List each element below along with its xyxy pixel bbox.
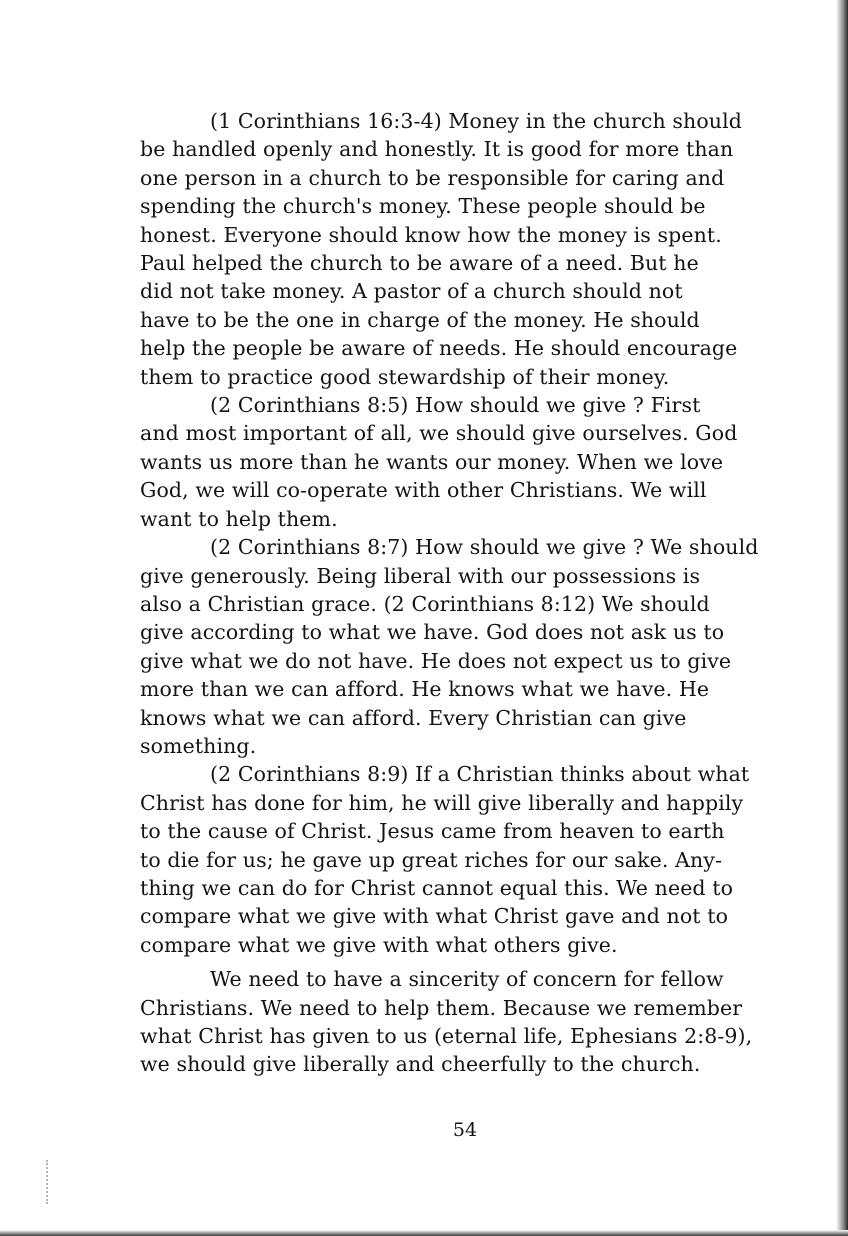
text-line: (2 Corinthians 8:9) If a Christian thinks about what	[210, 762, 750, 787]
text-line: (1 Corinthians 16:3-4) Money in the church should	[210, 109, 742, 133]
text-line: Christians. We need to help them. Because we remember	[140, 995, 743, 1020]
text-line: wants us more than he wants our money. When we love	[140, 449, 724, 474]
text-line: give according to what we have. God does not ask us to	[140, 620, 725, 645]
paragraph	[140, 760, 820, 959]
page-edge-shadow-bottom	[0, 1230, 848, 1236]
text-line: Paul helped the church to be aware of a need. But he	[140, 251, 699, 276]
text-line: (2 Corinthians 8:7) How should we give ? We should	[210, 535, 759, 560]
margin-tick-marks	[46, 1160, 50, 1204]
text-line: We need to have a sincerity of concern for fellow	[210, 967, 724, 992]
text-line: give generously. Being liberal with our possessions is	[140, 563, 701, 588]
text-line: compare what we give with what Christ gave and not to	[140, 904, 729, 929]
text-line: spending the church's money. These people should be	[140, 194, 706, 219]
text-line: also a Christian grace. (2 Corinthians 8:12) We should	[140, 591, 710, 616]
text-line: more than we can afford. He knows what we have. He	[140, 677, 710, 702]
body-text	[140, 107, 820, 1079]
text-line: something.	[140, 733, 257, 758]
text-line: God, we will co-operate with other Christians. We will	[140, 478, 707, 503]
paragraph	[140, 391, 820, 533]
text-line: them to practice good stewardship of their money.	[140, 364, 670, 389]
page-edge-shadow-right	[836, 0, 848, 1236]
text-line: help the people be aware of needs. He should encourage	[140, 336, 738, 361]
text-line: (2 Corinthians 8:5) How should we give ? First	[210, 393, 701, 418]
text-line: want to help them.	[140, 506, 338, 531]
paragraph	[140, 965, 820, 1079]
text-line: to die for us; he gave up great riches for our sake. Any-	[140, 847, 722, 872]
text-line: honest. Everyone should know how the money is spent.	[140, 222, 722, 247]
text-line: be handled openly and honestly. It is good for more than	[140, 137, 734, 162]
text-line: what Christ has given to us (eternal life, Ephesians 2:8-9),	[140, 1024, 753, 1048]
text-line: to the cause of Christ. Jesus came from heaven to earth	[140, 819, 725, 844]
text-line: did not take money. A pastor of a church should not	[140, 279, 683, 304]
text-line: give what we do not have. He does not expect us to give	[140, 648, 732, 673]
text-line: compare what we give with what others give.	[140, 932, 618, 957]
text-line: knows what we can afford. Every Christian can give	[140, 705, 687, 730]
text-line: we should give liberally and cheerfully to the church.	[140, 1052, 701, 1077]
text-line: one person in a church to be responsible for caring and	[140, 165, 725, 190]
page-number: 54	[452, 1119, 478, 1141]
text-line: and most important of all, we should give ourselves. God	[140, 421, 738, 446]
text-line: have to be the one in charge of the money. He should	[140, 307, 700, 332]
paragraph	[140, 107, 820, 391]
text-line: Christ has done for him, he will give liberally and happily	[140, 790, 744, 815]
paragraph	[140, 533, 820, 760]
text-line: thing we can do for Christ cannot equal this. We need to	[140, 875, 734, 900]
